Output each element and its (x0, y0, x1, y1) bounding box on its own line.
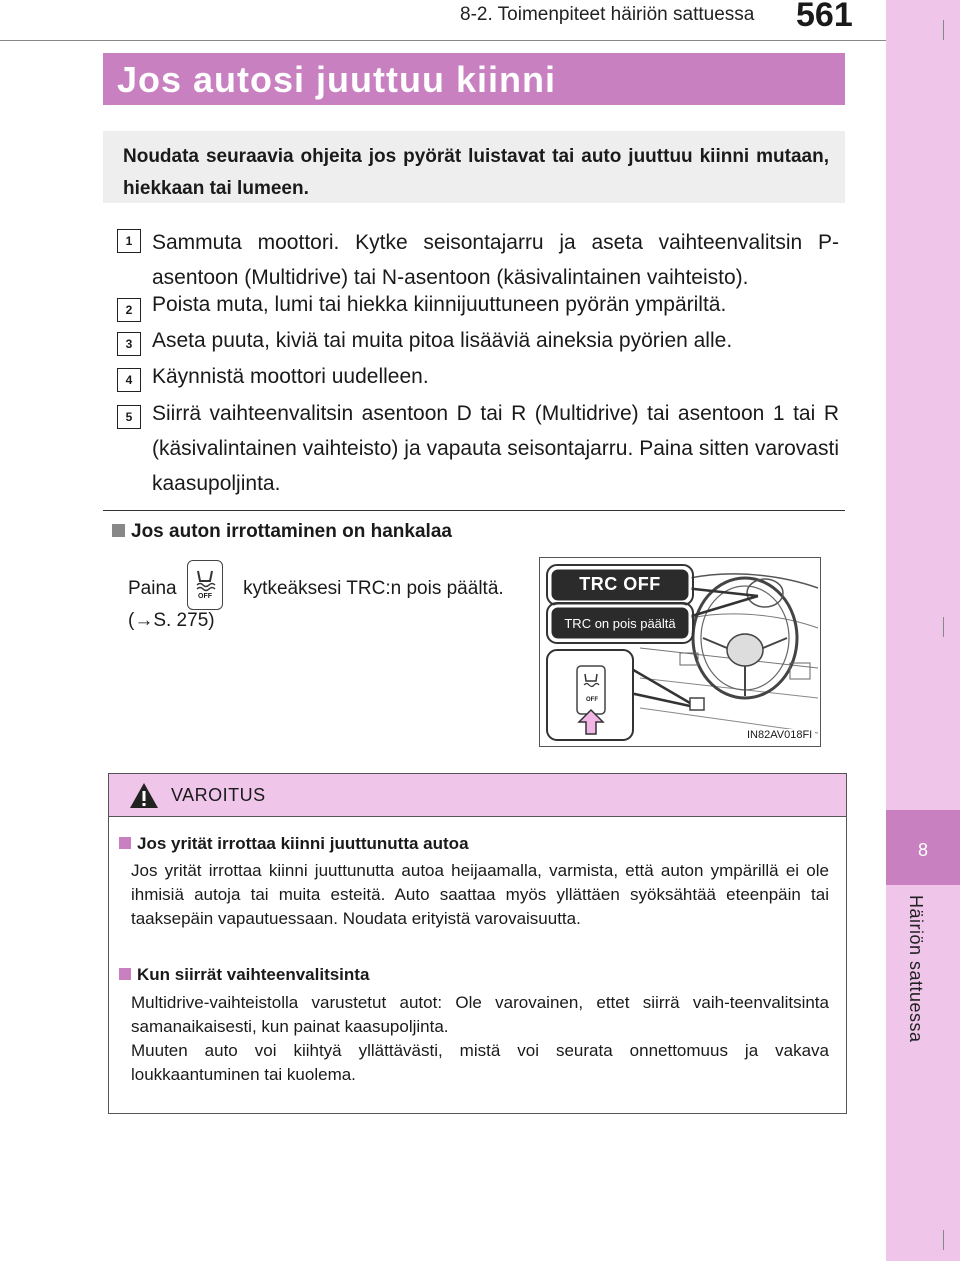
intro-box (103, 131, 845, 203)
step-number: 5 (117, 405, 141, 429)
switch-icon-label: OFF (198, 593, 212, 600)
section-divider (103, 510, 845, 511)
step-text: Siirrä vaihteenvalitsin asentoon D tai R (Multidrive) tai asentoon 1 tai R (käsivalintainen vaihteisto) ja vapauta seisontajarru. Paina sitten varovasti kaasupoljinta. (152, 402, 839, 495)
warning-item-body-continued: Muuten auto voi kiihtyä yllättävästi, mistä voi seurata onnettomuus ja vakava loukkaantuminen tai kuolema. (131, 1041, 829, 1084)
step-number: 2 (117, 298, 141, 322)
warning-item-heading (119, 965, 369, 985)
step-text: Sammuta moottori. Kytke seisontajarru ja aseta vaihteenvalitsin P-asentoon (Multidrive) tai N-asentoon (käsivalintainen vaihteisto). (152, 231, 839, 289)
intro-text: Noudata seuraavia ohjeita jos pyörät luistavat tai auto juuttuu kiinni mutaan, hiekkaan tai lumeen. (123, 146, 829, 199)
page-reference[interactable]: (→S. 275) (128, 610, 215, 631)
warning-item-heading-text: Kun siirrät vaihteenvalitsinta (137, 965, 370, 984)
dashboard-illustration (539, 557, 821, 747)
warning-item-heading (119, 834, 469, 854)
step-number: 3 (117, 332, 141, 356)
warning-header (109, 774, 846, 817)
warning-triangle-icon (129, 782, 159, 809)
trc-off-display-text: TRC OFF (579, 574, 661, 594)
subsection-heading (112, 521, 452, 543)
margin-tick (943, 1230, 944, 1250)
step-number: 4 (117, 368, 141, 392)
chapter-header: 8-2. Toimenpiteet häiriön sattuessa (460, 4, 755, 25)
step-text: Poista muta, lumi tai hiekka kiinnijuuttuneen pyörän ympäriltä. (152, 293, 727, 316)
chapter-tab-label: Häiriön sattuessa (906, 895, 926, 1043)
instruction-text-after: kytkeäksesi TRC:n pois päältä. (243, 578, 504, 599)
chapter-number: 8 (917, 840, 928, 860)
margin-tick (943, 20, 944, 40)
step-number: 1 (117, 229, 141, 253)
illustration-switch-label: OFF (586, 697, 598, 703)
warning-item-body: Jos yrität irrottaa kiinni juuttunutta autoa heijaamalla, varmista, että auton ympärillä ei ole ihmisiä autoja tai muita esteitä. Auto saattaa myös yllättäen syöksähtää eteenpäin tai taaksepäin vapautuessaan. Noudata erityistä varovaisuutta. (131, 861, 829, 928)
header-rule (0, 40, 886, 41)
warning-title: VAROITUS (171, 785, 266, 805)
trc-off-switch-icon (187, 560, 223, 610)
page-number: 561 (796, 0, 853, 34)
instruction-text-before: Paina (128, 578, 177, 599)
square-bullet-icon (112, 524, 125, 537)
chapter-side-tab (886, 0, 960, 1261)
step-text: Käynnistä moottori uudelleen. (152, 365, 429, 388)
step-text: Aseta puuta, kiviä tai muita pitoa lisääviä aineksia pyörien alle. (152, 329, 733, 352)
margin-tick (943, 617, 944, 637)
chapter-number-tab[interactable] (886, 810, 960, 885)
section-title-banner (103, 53, 845, 105)
warning-item-heading-text: Jos yrität irrottaa kiinni juuttunutta autoa (137, 834, 469, 853)
illustration-code: IN82AV018FI (744, 729, 815, 741)
warning-item-body: Multidrive-vaihteistolla varustetut autot: Ole varovainen, ettet siirrä vaih-teenvalitsinta samanaikaisesti, kun painat kaasupoljinta. (131, 993, 829, 1036)
section-title: Jos autosi juuttuu kiinni (117, 59, 556, 100)
warning-box (108, 773, 847, 1114)
square-bullet-icon (119, 837, 131, 849)
trc-off-message-text: TRC on pois päältä (564, 616, 676, 631)
instruction-line (128, 578, 504, 600)
subsection-heading-text: Jos auton irrottaminen on hankalaa (131, 521, 452, 542)
square-bullet-icon (119, 968, 131, 980)
